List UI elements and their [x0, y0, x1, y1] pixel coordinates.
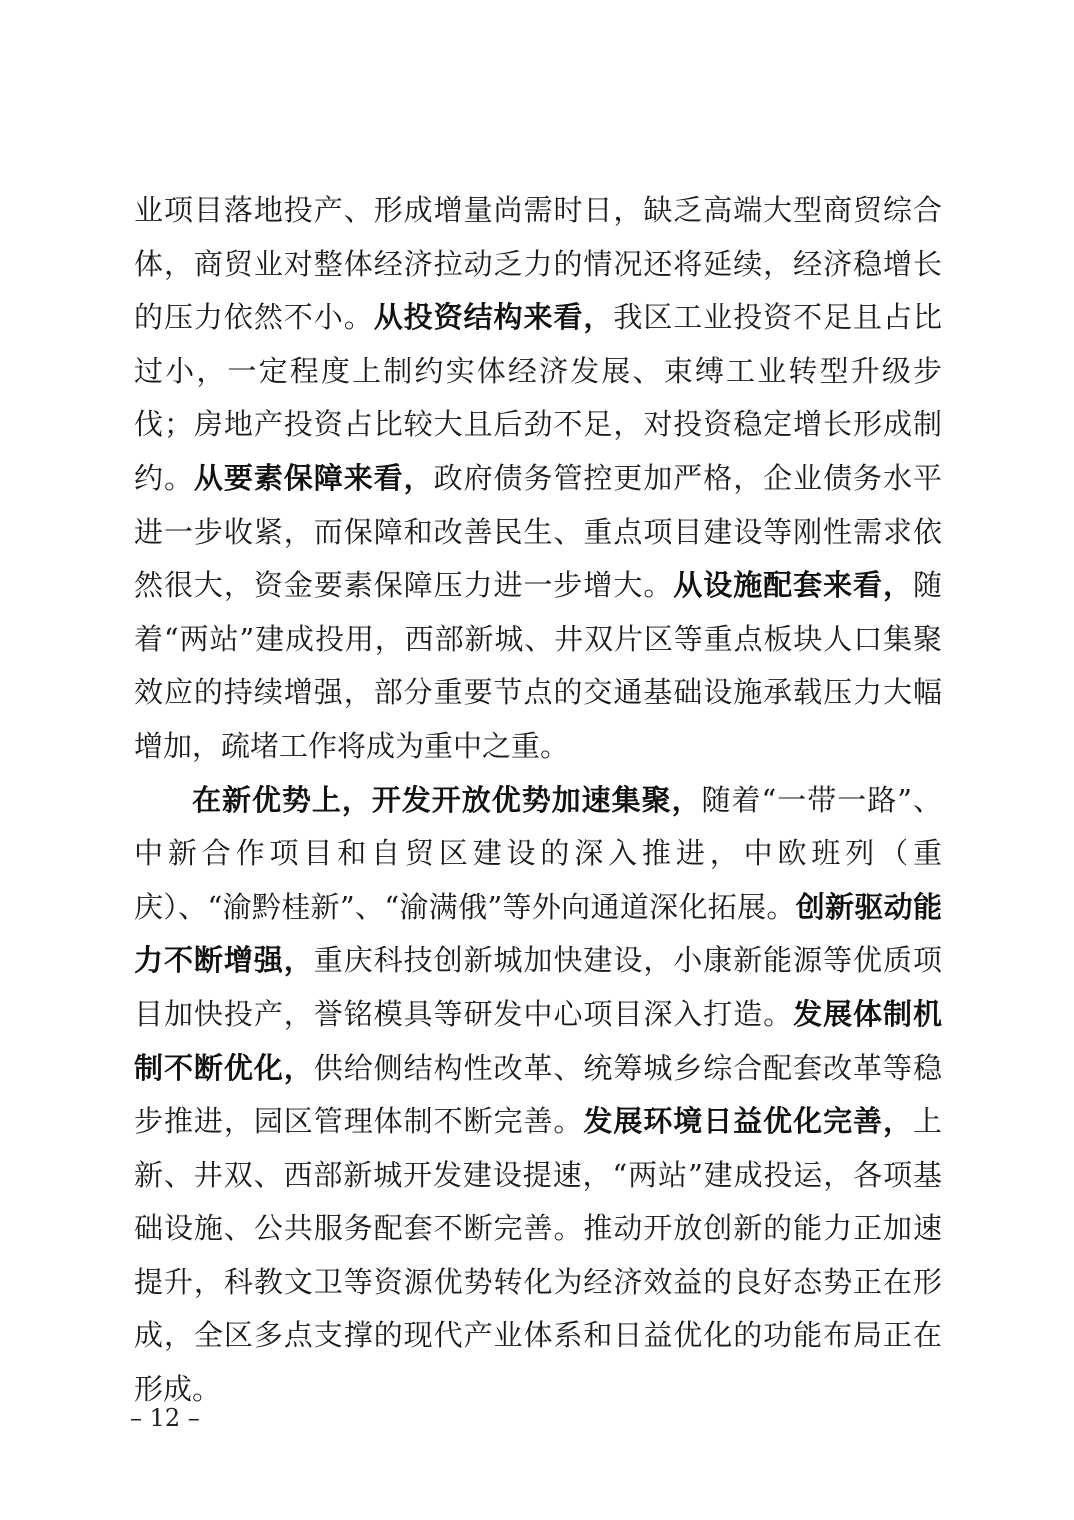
lead-heading-innovation: 创新驱动能力不断增强，	[134, 889, 942, 978]
paragraph-text: 供给侧结构性改革、统筹城乡综合配套改革等稳步推进，园区管理体制不断完善。	[134, 1050, 942, 1139]
paragraph-text: 业项目落地投产、形成增量尚需时日，缺乏高端大型商贸综合体，商贸业对整体经济拉动乏力的情况还将延续，经济稳增长的压力依然不小。	[134, 193, 942, 335]
lead-heading-institutions: 发展体制机制不断优化，	[134, 996, 942, 1085]
body-text	[134, 184, 942, 1417]
paragraph-text: 随着“一带一路”、中新合作项目和自贸区建设的深入推进，中欧班列（重庆）、“渝黔桂新”、“渝满俄”等外向通道深化拓展。	[134, 782, 942, 924]
lead-heading-investment-structure: 从投资结构来看，	[373, 300, 614, 335]
paragraph-text: 我区工业投资不足且占比过小，一定程度上制约实体经济发展、束缚工业转型升级步伐；房地产投资占比较大且后劲不足，对投资稳定增长形成制约。	[134, 300, 942, 495]
paragraph-text: 政府债务管控更加严格，企业债务水平进一步收紧，而保障和改善民生、重点项目建设等刚性需求依然很大，资金要素保障压力进一步增大。	[134, 460, 942, 603]
paragraph-text: 上新、井双、西部新城开发建设提速，“两站”建成投运，各项基础设施、公共服务配套不断完善。推动开放创新的能力正加速提升，科教文卫等资源优势转化为经济效益的良好态势正在形成，全区多点支撑的现代产业体系和日益优化的功能布局正在形成。	[134, 1104, 942, 1407]
page-number: – 12 –	[130, 1404, 200, 1432]
lead-heading-facility-support: 从设施配套来看，	[673, 568, 913, 603]
lead-heading-factor-guarantee: 从要素保障来看，	[193, 460, 434, 495]
paragraph-continued	[134, 184, 942, 774]
paragraph-new-advantages	[134, 774, 942, 1417]
paragraph-text: 随着“两站”建成投用，西部新城、井双片区等重点板块人口集聚效应的持续增强，部分重要节点的交通基础设施承载压力大幅增加，疏堵工作将成为重中之重。	[134, 568, 942, 763]
paragraph-text: 重庆科技创新城加快建设，小康新能源等优质项目加快投产，誉铭模具等研发中心项目深入打造。	[134, 943, 942, 1031]
lead-heading-environment: 发展环境日益优化完善，	[583, 1104, 913, 1139]
lead-heading-new-advantages: 在新优势上，开发开放优势加速集聚，	[192, 782, 702, 817]
